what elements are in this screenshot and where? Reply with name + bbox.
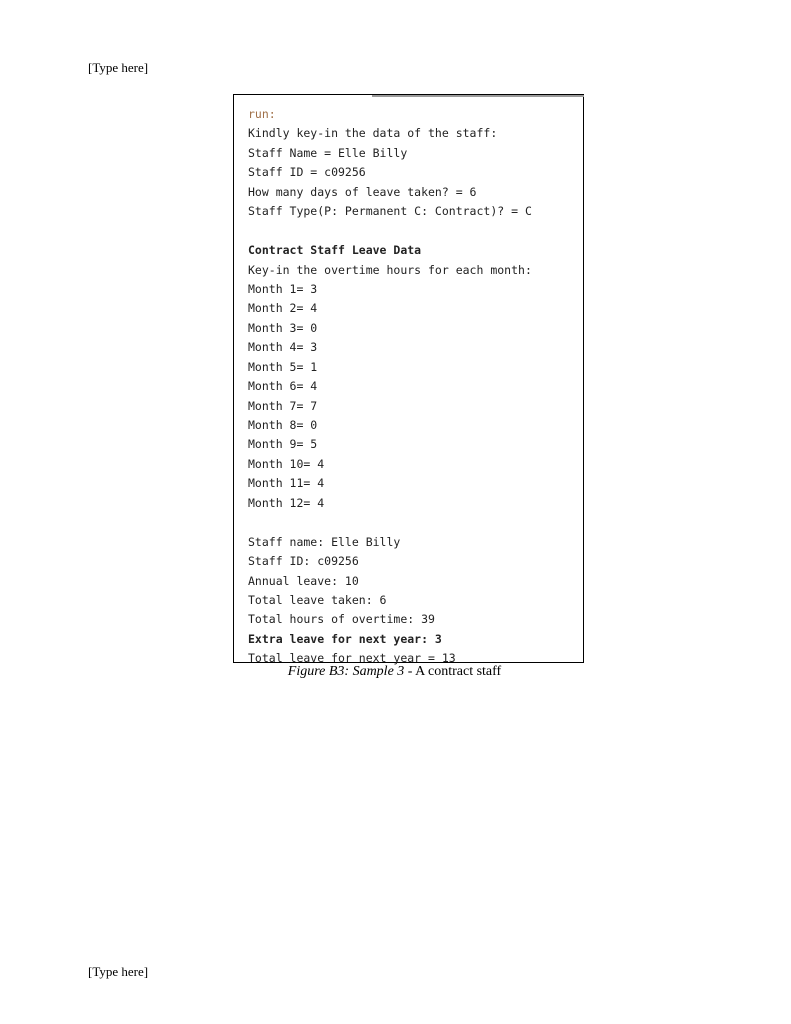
console-line-result-id: Staff ID: c09256	[248, 554, 359, 569]
console-line-total-next-year: Total leave for next year = 13	[248, 651, 456, 666]
figure-caption-label: Figure B3: Sample 3	[287, 664, 405, 679]
console-line-month: Month 7= 7	[248, 398, 318, 413]
console-line-month: Month 3= 0	[248, 320, 318, 335]
console-line-month: Month 6= 4	[248, 379, 318, 394]
console-line-month: Month 12= 4	[248, 495, 325, 510]
console-line-days-leave: How many days of leave taken? = 6	[248, 184, 477, 199]
console-line-month: Month 11= 4	[248, 476, 325, 491]
console-line-month: Month 4= 3	[248, 340, 318, 355]
console-line-month: Month 10= 4	[248, 456, 325, 471]
console-line-staff-name: Staff Name = Elle Billy	[248, 145, 408, 160]
console-line-extra-leave: Extra leave for next year: 3	[248, 631, 442, 646]
console-top-divider	[372, 95, 584, 97]
page-footer: [Type here]	[88, 964, 149, 979]
console-line-prompt: Kindly key-in the data of the staff:	[248, 126, 498, 141]
console-line-section-title: Contract Staff Leave Data	[248, 243, 422, 258]
console-line-annual-leave: Annual leave: 10	[248, 573, 359, 588]
console-line-result-name: Staff name: Elle Billy	[248, 534, 401, 549]
console-line-month: Month 1= 3	[248, 281, 318, 296]
console-output-screenshot	[233, 94, 584, 666]
console-line-staff-type: Staff Type(P: Permanent C: Contract)? = C	[248, 204, 532, 219]
console-line-staff-id: Staff ID = c09256	[248, 165, 366, 180]
page-header: [Type here]	[88, 60, 149, 75]
console-line-month: Month 9= 5	[248, 437, 318, 452]
console-line-blank	[248, 222, 532, 241]
console-line-overtime-prompt: Key-in the overtime hours for each month:	[248, 262, 532, 277]
console-line-month: Month 5= 1	[248, 359, 318, 374]
console-lines	[248, 105, 532, 669]
console-line-total-leave-taken: Total leave taken: 6	[248, 592, 387, 607]
console-line-blank	[248, 513, 532, 532]
console-line-month: Month 2= 4	[248, 301, 318, 316]
console-line-total-overtime: Total hours of overtime: 39	[248, 612, 435, 627]
figure-caption-text: - A contract staff	[404, 664, 502, 679]
console-line-month: Month 8= 0	[248, 418, 318, 432]
console-line-run: run:	[248, 107, 276, 121]
figure-caption	[0, 664, 791, 680]
